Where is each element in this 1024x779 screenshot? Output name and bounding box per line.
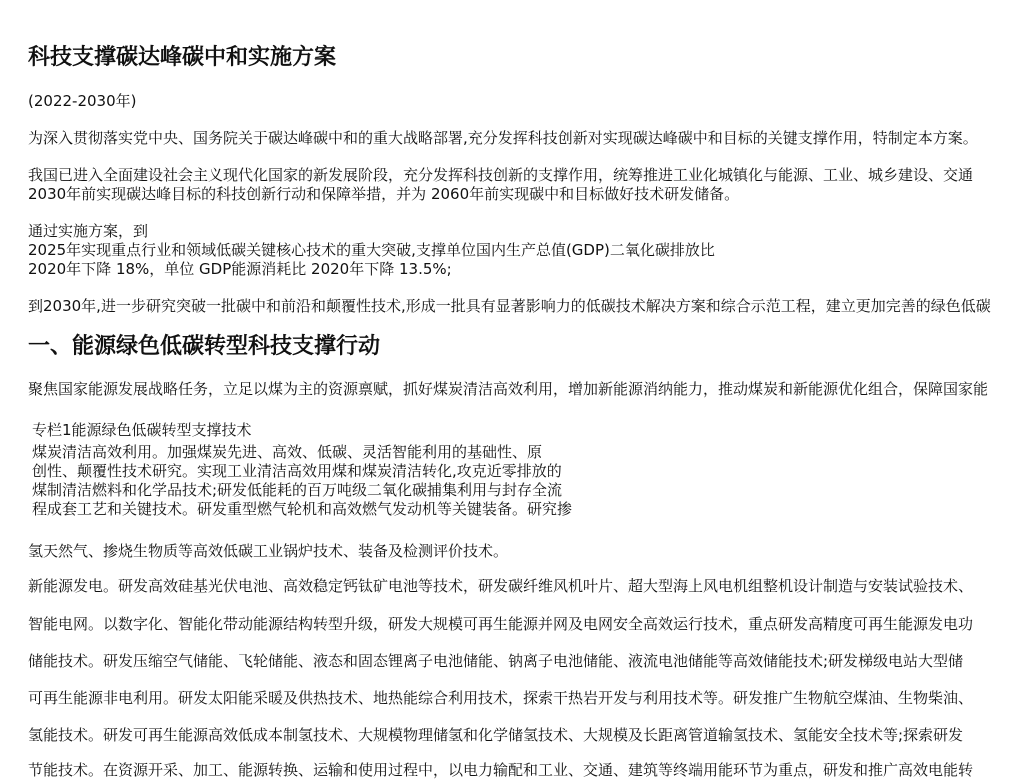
goals-2025-line-1: 2025年实现重点行业和领域低碳关键核心技术的重大突破,支撑单位国内生产总值(GDP)二氧化碳排放比 — [28, 241, 715, 259]
box-line-1: 煤炭清洁高效利用。加强煤炭先进、高效、低碳、灵活智能利用的基础性、原 — [32, 443, 543, 461]
goals-intro: 通过实施方案，到 — [28, 222, 149, 240]
box-line-3: 煤制清洁燃料和化学品技术;研发低能耗的百万吨级二氧化碳捕集利用与封存全流 — [32, 481, 563, 499]
box-line-2: 创性、颠覆性技术研究。实现工业清洁高效用煤和煤炭清洁转化,攻克近零排放的 — [32, 462, 562, 480]
item-energy-saving: 节能技术。在资源开采、加工、能源转换、运输和使用过程中，以电力输配和工业、交通、建筑等终端用能环节为重点，研发和推广高效电能转 — [28, 761, 974, 779]
page-title: 科技支撑碳达峰碳中和实施方案 — [28, 45, 337, 70]
paragraph-2-line-2: 2030年前实现碳达峰目标的科技创新行动和保障举措，并为 2060年前实现碳中和目标做好技术研发储备。 — [28, 185, 740, 203]
item-energy-storage: 储能技术。研发压缩空气储能、飞轮储能、液态和固态锂离子电池储能、钠离子电池储能、液流电池储能等高效储能技术;研发梯级电站大型储 — [28, 652, 964, 670]
intro-paragraph: 为深入贯彻落实党中央、国务院关于碳达峰碳中和的重大战略部署,充分发挥科技创新对实现碳达峰碳中和目标的关键支撑作用，特制定本方案。 — [28, 129, 978, 147]
box-line-4: 程成套工艺和关键技术。研发重型燃气轮机和高效燃气发动机等关键装备。研究掺 — [32, 500, 573, 518]
after-box-paragraph: 氢天然气、掺烧生物质等高效低碳工业锅炉技术、装备及检测评价技术。 — [28, 542, 509, 560]
paragraph-2-line-1: 我国已进入全面建设社会主义现代化国家的新发展阶段，充分发挥科技创新的支撑作用，统筹推进工业化城镇化与能源、工业、城乡建设、交通 — [28, 166, 974, 184]
goals-2030: 到2030年,进一步研究突破一批碳中和前沿和颠覆性技术,形成一批具有显著影响力的低碳技术解决方案和综合示范工程，建立更加完善的绿色低碳 — [28, 297, 991, 315]
item-renewable-non-power: 可再生能源非电利用。研发太阳能采暖及供热技术、地热能综合利用技术，探索干热岩开发与利用技术等。研发推广生物航空煤油、生物柴油、 — [28, 689, 974, 707]
item-smart-grid: 智能电网。以数字化、智能化带动能源结构转型升级，研发大规模可再生能源并网及电网安全高效运行技术，重点研发高精度可再生能源发电功 — [28, 615, 974, 633]
section-1-intro: 聚焦国家能源发展战略任务，立足以煤为主的资源禀赋，抓好煤炭清洁高效利用，增加新能源消纳能力，推动煤炭和新能源优化组合，保障国家能 — [28, 380, 989, 398]
item-new-energy-power: 新能源发电。研发高效硅基光伏电池、高效稳定钙钛矿电池等技术，研发碳纤维风机叶片、超大型海上风电机组整机设计制造与安装试验技术、 — [28, 577, 974, 595]
goals-2025-line-2: 2020年下降 18%，单位 GDP能源消耗比 2020年下降 13.5%; — [28, 260, 452, 278]
box-title: 专栏1能源绿色低碳转型支撑技术 — [32, 421, 252, 439]
subtitle: (2022-2030年) — [28, 92, 137, 110]
section-1-heading: 一、能源绿色低碳转型科技支撑行动 — [28, 334, 381, 359]
item-hydrogen: 氢能技术。研发可再生能源高效低成本制氢技术、大规模物理储氢和化学储氢技术、大规模及长距离管道输氢技术、氢能安全技术等;探索研发 — [28, 726, 964, 744]
